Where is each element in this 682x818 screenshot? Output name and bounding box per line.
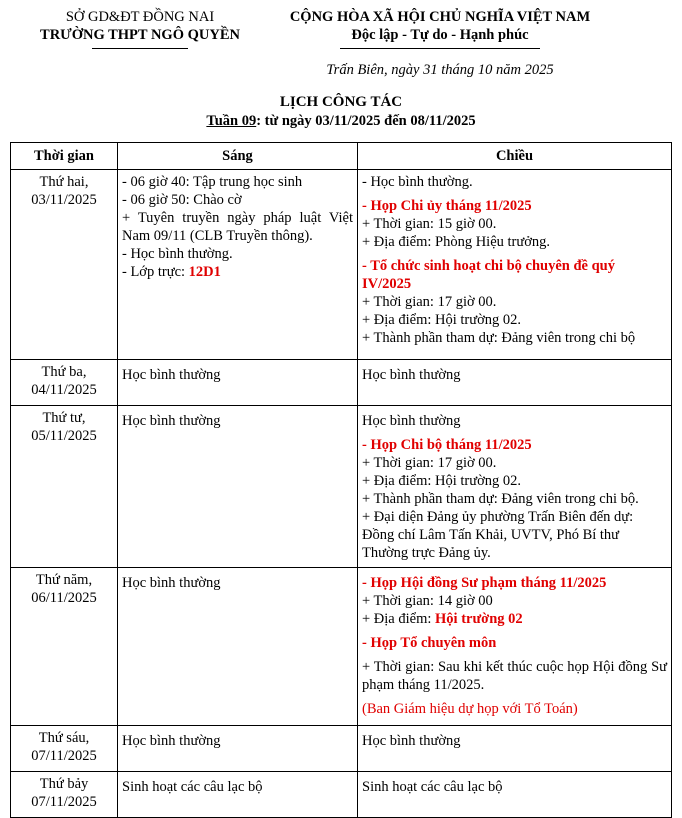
schedule-line: - Học bình thường. (122, 246, 233, 262)
week-range: : từ ngày 03/11/2025 đến 08/11/2025 (256, 113, 476, 129)
header-right-rule (340, 48, 540, 49)
table-row (11, 170, 672, 360)
day-name: Thứ hai, (39, 174, 89, 190)
location-value: Hội trường 02 (435, 611, 523, 627)
table-row (11, 406, 672, 568)
schedule-line: Học bình thường (362, 413, 461, 429)
header-time: Thời gian (11, 143, 118, 170)
schedule-line: + Thành phần tham dự: Đảng viên trong chi bộ. (362, 491, 639, 507)
week-label: Tuần 09 (206, 113, 257, 129)
day-name: Thứ năm, (35, 572, 93, 588)
day-name: Thứ tư, (42, 410, 86, 426)
table-header-row (11, 143, 672, 170)
morning-cell: Học bình thường (118, 406, 358, 568)
duty-class-label: - Lớp trực: (122, 264, 189, 280)
meeting-title: - Họp Hội đồng Sư phạm tháng 11/2025 (362, 575, 607, 591)
day-date: 04/11/2025 (31, 382, 97, 398)
org-name: SỞ GD&ĐT ĐỒNG NAI (65, 9, 215, 25)
meeting-title: - Họp Chi ủy tháng 11/2025 (362, 198, 532, 214)
schedule-line: + Thời gian: 15 giờ 00. (362, 216, 497, 232)
morning-cell: Sinh hoạt các câu lạc bộ (118, 772, 358, 818)
schedule-line: + Địa điểm: Hội trường 02. (362, 312, 522, 328)
location-line (362, 610, 667, 628)
header-morning: Sáng (118, 143, 358, 170)
day-date: 07/11/2025 (31, 794, 97, 810)
dateline: Trấn Biên, ngày 31 tháng 10 năm 2025 (326, 62, 554, 78)
afternoon-cell: Sinh hoạt các câu lạc bộ (358, 772, 672, 818)
table-row (11, 568, 672, 726)
morning-cell (118, 170, 358, 360)
document-title: LỊCH CÔNG TÁC (279, 94, 403, 110)
afternoon-cell (358, 568, 672, 726)
national-header (270, 8, 610, 49)
schedule-line: - 06 giờ 40: Tập trung học sinh (122, 174, 303, 190)
school-name: TRƯỜNG THPT NGÔ QUYỀN (40, 27, 240, 43)
schedule-line: + Thời gian: 17 giờ 00. (362, 455, 497, 471)
day-cell (11, 772, 118, 818)
day-cell (11, 360, 118, 406)
schedule-line: + Thời gian: 17 giờ 00. (362, 294, 497, 310)
meeting-title: - Tổ chức sinh hoạt chi bộ chuyên đề quý IV/2025 (362, 258, 615, 292)
day-name: Thứ bảy (39, 776, 89, 792)
schedule-table (10, 142, 672, 818)
morning-cell: Học bình thường (118, 726, 358, 772)
issuing-authority (10, 8, 270, 49)
day-date: 06/11/2025 (31, 590, 97, 606)
day-date: 05/11/2025 (31, 428, 97, 444)
schedule-line: + Tuyên truyền ngày pháp luật Việt Nam 09/11 (CLB Truyền thông). (122, 210, 353, 244)
header-afternoon: Chiều (358, 143, 672, 170)
day-cell (11, 568, 118, 726)
schedule-line: + Thời gian: 14 giờ 00 (362, 593, 493, 609)
header-left-rule (92, 48, 188, 49)
afternoon-cell (358, 170, 672, 360)
document-subtitle (0, 112, 682, 130)
schedule-line: - Học bình thường. (362, 174, 473, 190)
meeting-title: - Họp Chi bộ tháng 11/2025 (362, 437, 532, 453)
day-date: 03/11/2025 (31, 192, 97, 208)
day-name: Thứ sáu, (38, 730, 90, 746)
table-row (11, 726, 672, 772)
schedule-line: + Thành phần tham dự: Đảng viên trong chi bộ (362, 330, 636, 346)
schedule-line: + Địa điểm: Phòng Hiệu trưởng. (362, 234, 551, 250)
attendance-note: (Ban Giám hiệu dự họp với Tổ Toán) (362, 701, 578, 717)
schedule-line: - 06 giờ 50: Chào cờ (122, 192, 242, 208)
schedule-line: + Đại diện Đảng ủy phường Trấn Biên đến dự: Đồng chí Lâm Tấn Khải, UVTV, Phó Bí thư Thường trực Đảng ủy. (362, 509, 634, 561)
afternoon-cell (358, 406, 672, 568)
afternoon-cell: Học bình thường (358, 726, 672, 772)
day-date: 07/11/2025 (31, 748, 97, 764)
morning-cell: Học bình thường (118, 360, 358, 406)
meeting-title: - Họp Tổ chuyên môn (362, 635, 497, 651)
location-label: + Địa điểm: (362, 611, 436, 627)
national-motto: Độc lập - Tự do - Hạnh phúc (351, 27, 529, 43)
nation-name: CỘNG HÒA XÃ HỘI CHỦ NGHĨA VIỆT NAM (289, 9, 591, 25)
day-cell (11, 726, 118, 772)
day-cell (11, 406, 118, 568)
table-row (11, 360, 672, 406)
morning-cell: Học bình thường (118, 568, 358, 726)
schedule-line: + Thời gian: Sau khi kết thúc cuộc họp Hội đồng Sư phạm tháng 11/2025. (362, 659, 667, 693)
day-cell (11, 170, 118, 360)
afternoon-cell: Học bình thường (358, 360, 672, 406)
day-name: Thứ ba, (41, 364, 87, 380)
table-row (11, 772, 672, 818)
schedule-line: + Địa điểm: Hội trường 02. (362, 473, 522, 489)
duty-class-value: 12D1 (188, 264, 221, 280)
duty-class-line (122, 263, 353, 281)
